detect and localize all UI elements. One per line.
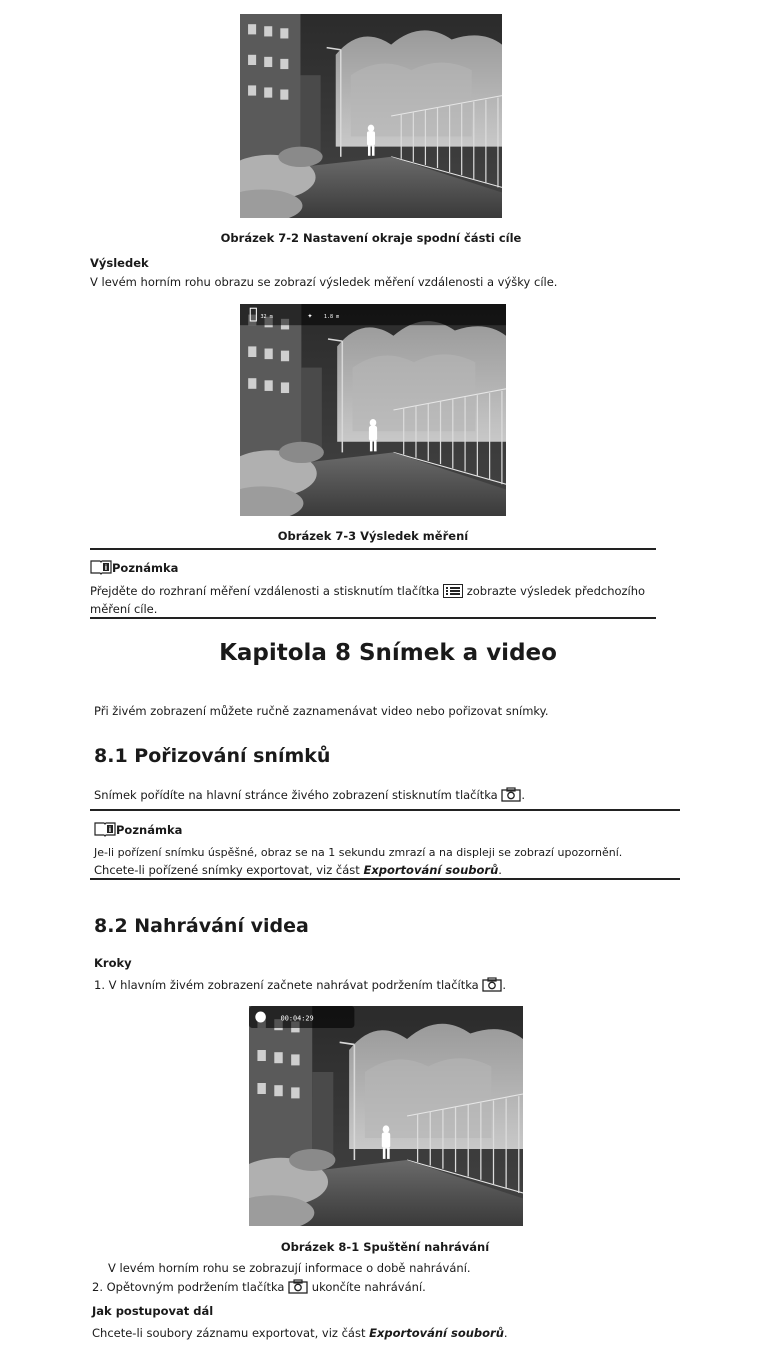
after-figure-text: V levém horním rohu se zobrazují informace o době nahrávání. — [108, 1261, 471, 1275]
chapter-intro: Při živém zobrazení můžete ručně zaznamenávat video nebo pořizovat snímky. — [94, 704, 549, 718]
note1-title: Poznámka — [112, 561, 179, 575]
result-text: V levém horním rohu obrazu se zobrazí výsledek měření vzdálenosti a výšky cíle. — [90, 275, 558, 289]
svg-text:i: i — [104, 564, 108, 572]
export-files-link-1[interactable]: Exportování souborů — [363, 863, 499, 877]
figure-7-3-image — [240, 304, 506, 516]
note1-header — [90, 559, 178, 575]
note2-line1: Je-li pořízení snímku úspěšné, obraz se na 1 sekundu zmrazí a na displeji se zobrazí upozornění. — [94, 846, 623, 859]
note1-line1: Přejděte do rozhraní měření vzdálenosti a stisknutím tlačítka zobrazte výsledek předchozího — [90, 584, 646, 598]
note2-header — [94, 821, 182, 837]
figure-7-2-image — [240, 14, 502, 218]
svg-text:i: i — [108, 826, 112, 834]
camera-icon — [501, 787, 521, 802]
note2-bottom-rule — [90, 878, 680, 880]
steps-heading: Kroky — [94, 956, 132, 970]
section-8-2-title: 8.2 Nahrávání videa — [94, 915, 309, 937]
note2-line2: Chcete-li pořízené snímky exportovat, viz část Exportování souborů. — [94, 863, 502, 877]
recording-timer: 00:04:29 — [280, 1014, 314, 1023]
step-1: 1. V hlavním živém zobrazení začnete nahrávat podržením tlačítka . — [94, 978, 507, 992]
next-heading: Jak postupovat dál — [92, 1304, 214, 1318]
note1-bottom-rule — [90, 617, 656, 619]
next-text: Chcete-li soubory záznamu exportovat, viz část Exportování souborů. — [92, 1326, 508, 1340]
result-heading: Výsledek — [90, 256, 149, 270]
camera-icon — [482, 977, 502, 992]
list-menu-icon — [443, 584, 463, 598]
note-book-icon — [94, 821, 116, 837]
section-8-1-text: Snímek pořídíte na hlavní stránce živého zobrazení stisknutím tlačítka . — [94, 788, 526, 802]
note1-top-rule — [90, 548, 656, 550]
svg-text:✦: ✦ — [307, 309, 313, 320]
figure-7-2-caption: Obrázek 7-2 Nastavení okraje spodní části cíle — [220, 231, 522, 245]
export-files-link-2[interactable]: Exportování souborů — [369, 1326, 504, 1340]
note-book-icon — [90, 559, 112, 575]
step-2: 2. Opětovným podržením tlačítka ukončíte nahrávání. — [92, 1280, 426, 1294]
figure-7-3-height: 1.8 m — [323, 313, 340, 320]
note2-title: Poznámka — [116, 823, 183, 837]
figure-8-1-image — [249, 1006, 523, 1226]
note1-line2: měření cíle. — [90, 602, 158, 616]
figure-8-1-caption: Obrázek 8-1 Spuštění nahrávání — [280, 1240, 490, 1254]
section-8-1-title: 8.1 Pořizování snímků — [94, 745, 331, 767]
figure-7-3-caption: Obrázek 7-3 Výsledek měření — [277, 529, 469, 543]
figure-7-3-distance: 32 m — [260, 313, 273, 320]
note2-top-rule — [90, 809, 680, 811]
camera-icon — [288, 1279, 308, 1294]
chapter-title: Kapitola 8 Snímek a video — [219, 640, 557, 666]
